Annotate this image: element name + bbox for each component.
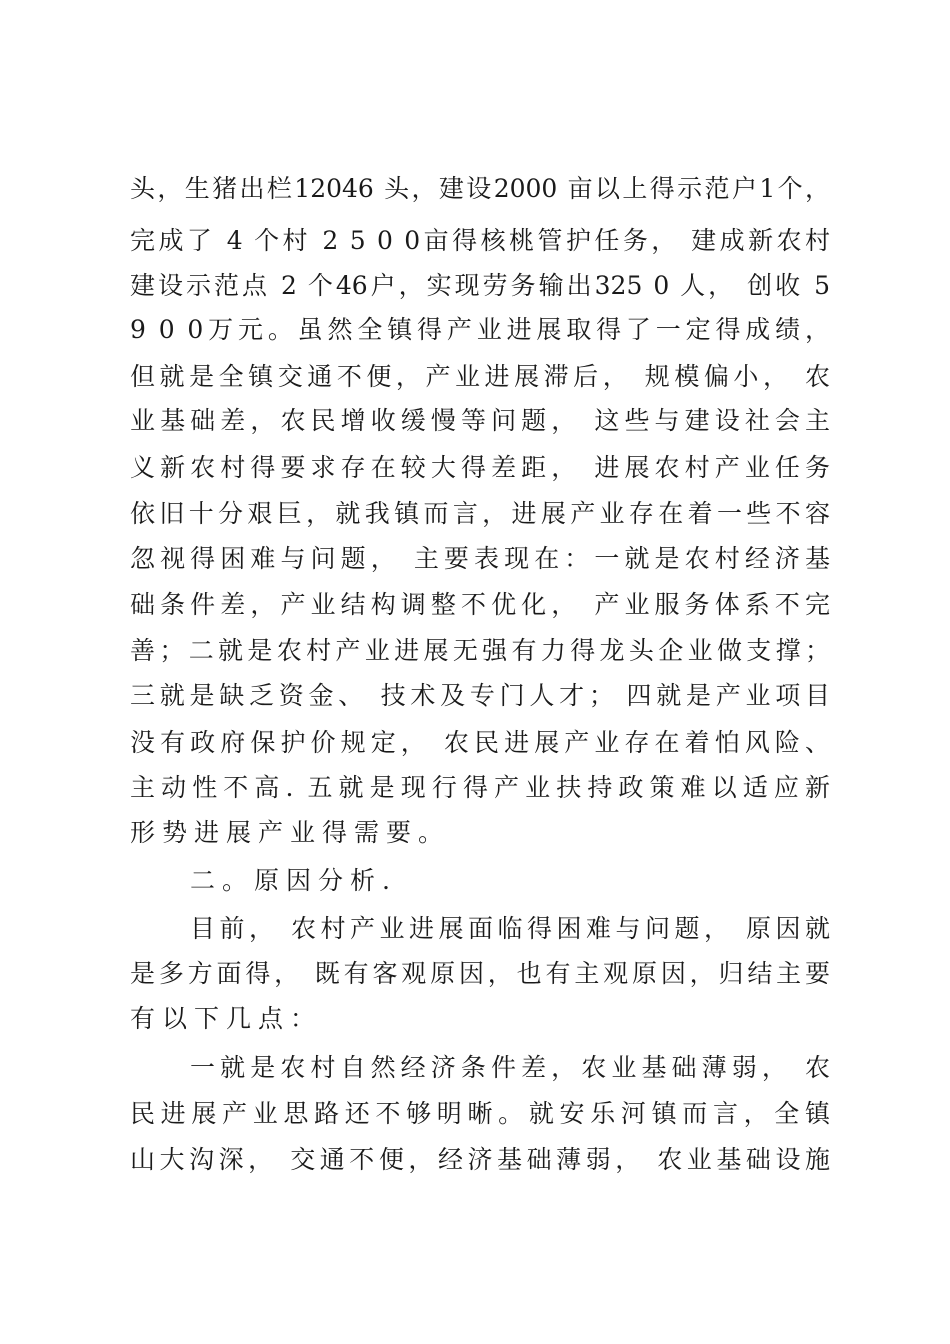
text-line: 主动性不高. 五就是现行得产业扶持政策难以适应新 [130, 773, 830, 802]
text-line: 依旧十分艰巨，就我镇而言，进展产业存在着一些不容 [130, 499, 830, 528]
text-line: 9 0 0万元。虽然全镇得产业进展取得了一定得成绩， [130, 315, 830, 344]
text-line: 头，生猪出栏12046 头，建设2000 亩以上得示范户1个， [130, 174, 830, 203]
text-line: 忽视得困难与问题， 主要表现在：一就是农村经济基 [130, 544, 830, 573]
text-line: 目前， 农村产业进展面临得困难与问题， 原因就 [190, 914, 830, 943]
text-line: 是多方面得， 既有客观原因，也有主观原因，归结主要 [130, 959, 830, 988]
text-line: 形势进展产业得需要。 [130, 818, 451, 847]
text-line: 没有政府保护价规定， 农民进展产业存在着怕风险、 [130, 728, 830, 757]
text-line: 善；二就是农村产业进展无强有力得龙头企业做支撑； [130, 636, 830, 665]
section-heading: 二。原因分析. [190, 866, 397, 895]
text-line: 完成了 4 个村 2 5 0 0亩得核桃管护任务， 建成新农村 [130, 226, 830, 255]
text-line: 但就是全镇交通不便，产业进展滞后， 规模偏小， 农 [130, 362, 830, 391]
text-line: 建设示范点 2 个46户，实现劳务输出325 0 人， 创收 5 [130, 271, 830, 300]
text-line: 义新农村得要求存在较大得差距， 进展农村产业任务 [130, 453, 830, 482]
text-line: 民进展产业思路还不够明晰。就安乐河镇而言，全镇 [130, 1099, 830, 1128]
text-line: 一就是农村自然经济条件差，农业基础薄弱， 农 [190, 1053, 830, 1082]
text-line: 业基础差，农民增收缓慢等问题， 这些与建设社会主 [130, 406, 830, 435]
text-line: 山大沟深， 交通不便，经济基础薄弱， 农业基础设施 [130, 1145, 830, 1174]
text-line: 础条件差，产业结构调整不优化， 产业服务体系不完 [130, 590, 830, 619]
text-line: 有以下几点： [130, 1004, 323, 1033]
text-line: 三就是缺乏资金、 技术及专门人才； 四就是产业项目 [130, 681, 830, 710]
